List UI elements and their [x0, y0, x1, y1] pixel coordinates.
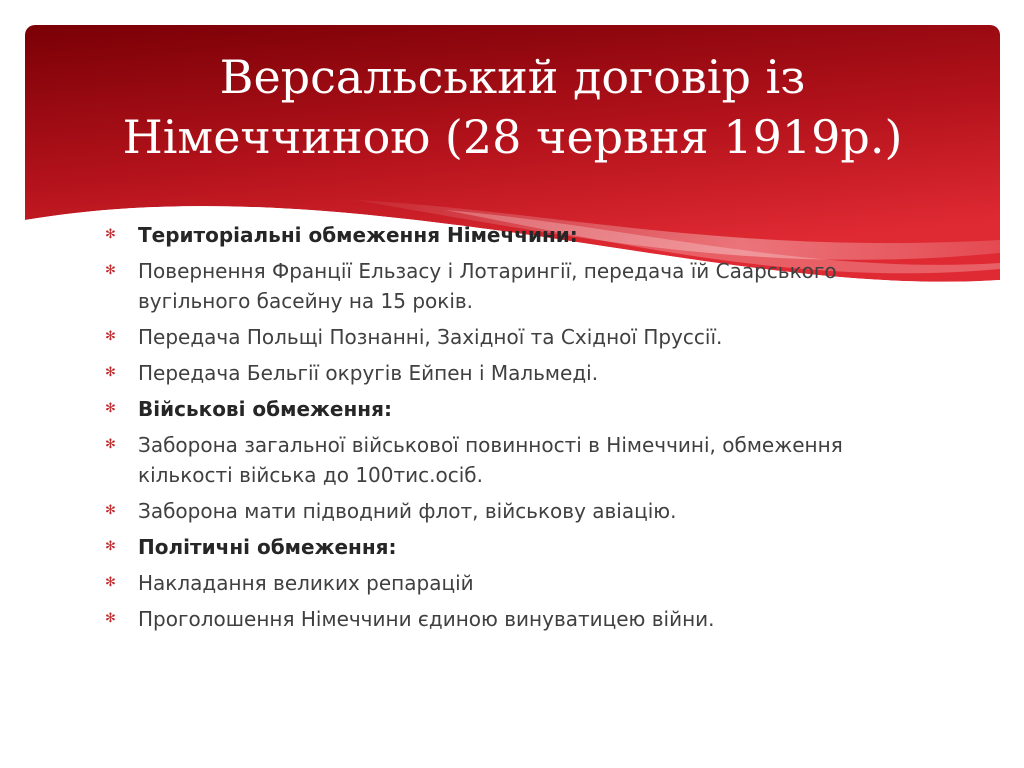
asterisk-bullet-icon: ✻ — [105, 329, 116, 344]
list-item — [105, 604, 885, 634]
asterisk-bullet-icon: ✻ — [105, 503, 116, 518]
list-item-text: Військові обмеження: — [138, 397, 392, 421]
list-item — [105, 256, 885, 316]
list-item-text: Заборона мати підводний флот, військову авіацію. — [138, 499, 677, 523]
list-item-text: Передача Польщі Познанні, Західної та Східної Пруссії. — [138, 325, 723, 349]
section-heading — [105, 220, 885, 250]
section-heading — [105, 394, 885, 424]
slide-title — [25, 47, 1000, 167]
asterisk-bullet-icon: ✻ — [105, 575, 116, 590]
list-item-text: Передача Бельгії округів Ейпен і Мальмеді. — [138, 361, 599, 385]
list-item-text: Територіальні обмеження Німеччини: — [138, 223, 578, 247]
list-item-text: Накладання великих репарацій — [138, 571, 474, 595]
list-item-text: Заборона загальної військової повинності в Німеччині, обмеження кількості війська до 100тис.осіб. — [138, 433, 843, 487]
list-item-text: Проголошення Німеччини єдиною винуватицею війни. — [138, 607, 715, 631]
asterisk-bullet-icon: ✻ — [105, 263, 116, 278]
asterisk-bullet-icon: ✻ — [105, 611, 116, 626]
list-item — [105, 430, 885, 490]
section-heading — [105, 532, 885, 562]
asterisk-bullet-icon: ✻ — [105, 401, 116, 416]
asterisk-bullet-icon: ✻ — [105, 539, 116, 554]
asterisk-bullet-icon: ✻ — [105, 365, 116, 380]
list-item-text: Повернення Франції Ельзасу і Лотарингії, передача їй Саарського вугільного басейну на 15 років. — [138, 259, 837, 313]
asterisk-bullet-icon: ✻ — [105, 437, 116, 452]
title-line-1: Версальський договір із — [219, 50, 806, 104]
asterisk-bullet-icon: ✻ — [105, 227, 116, 242]
list-item — [105, 358, 885, 388]
list-item — [105, 568, 885, 598]
list-item-text: Політичні обмеження: — [138, 535, 397, 559]
list-item — [105, 322, 885, 352]
list-item — [105, 496, 885, 526]
bullet-list — [105, 220, 885, 640]
title-line-2: Німеччиною (28 червня 1919р.) — [122, 110, 903, 164]
